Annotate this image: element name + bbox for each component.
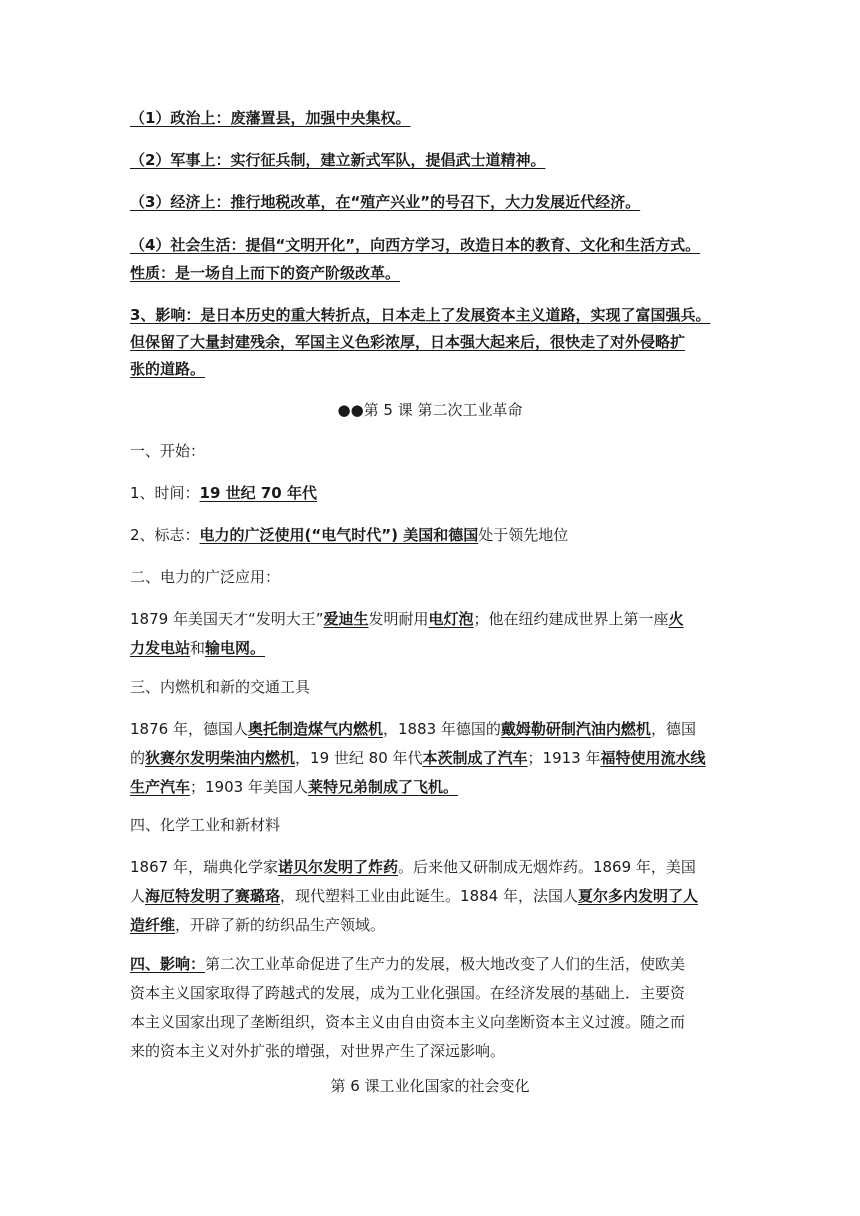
start-mark xyxy=(130,521,730,550)
reform-political: （1）政治上：废藩置县，加强中央集权。 xyxy=(130,109,411,127)
impact-paragraph xyxy=(130,950,730,1066)
text-run: 的 xyxy=(130,749,146,767)
text-run: 1867 年，瑞典化学家 xyxy=(130,858,278,876)
text-run: 本主义国家出现了垄断组织，资本主义由自由资本主义向垄断资本主义过渡。随之而 xyxy=(130,1013,686,1031)
reform-impact-line-3: 张的道路。 xyxy=(130,360,206,378)
text-run: ；1903 年美国人 xyxy=(190,778,308,796)
hyatt-celluloid: 海厄特发明了赛璐珞 xyxy=(145,887,281,905)
power-station-start: 火 xyxy=(668,610,684,628)
text-run: ，德国 xyxy=(650,720,696,738)
engine-paragraph xyxy=(130,715,730,802)
chardonnet-fiber-cont: 造纤维 xyxy=(130,916,176,934)
chemistry-paragraph xyxy=(130,853,730,940)
text-run: ，现代塑料工业由此诞生。1884 年，法国人 xyxy=(280,887,578,905)
text-run: ，1883 年德国的 xyxy=(382,720,501,738)
text-run: 。后来他又研制成无烟炸药。1869 年，美国 xyxy=(397,858,696,876)
section-start-heading: 一、开始： xyxy=(130,442,206,460)
power-station: 力发电站 xyxy=(130,639,191,657)
text-run: ，开辟了新的纺织品生产领域。 xyxy=(175,916,386,934)
power-grid: 输电网。 xyxy=(205,639,266,657)
text-run: 发明耐用 xyxy=(368,610,429,628)
electricity-paragraph xyxy=(130,605,730,663)
otto-engine: 奥托制造煤气内燃机 xyxy=(247,720,383,738)
start-mark-value: 电力的广泛使用(“电气时代”) 美国和德国 xyxy=(199,526,479,544)
impact-label: 四、影响： xyxy=(130,955,206,973)
daimler-engine: 戴姆勒研制汽油内燃机 xyxy=(500,720,651,738)
wright-brothers: 莱特兄弟制成了飞机。 xyxy=(307,778,458,796)
start-time xyxy=(130,479,730,508)
text-run: 人 xyxy=(130,887,146,905)
section-chemistry-heading: 四、化学工业和新材料 xyxy=(130,816,281,834)
text-run: ；1913 年 xyxy=(527,749,601,767)
reform-nature: 性质：是一场自上而下的资产阶级改革。 xyxy=(130,264,401,282)
edison: 爱迪生 xyxy=(323,610,369,628)
start-mark-tail: 处于领先地位 xyxy=(478,526,569,544)
start-mark-label: 2、标志： xyxy=(130,526,200,544)
reform-social: （4）社会生活：提倡“文明开化”，向西方学习，改造日本的教育、文化和生活方式。 xyxy=(130,236,701,254)
text-run: 1876 年，德国人 xyxy=(130,720,248,738)
text-run: ，19 世纪 80 年代 xyxy=(295,749,423,767)
start-time-label: 1、时间： xyxy=(130,484,200,502)
start-time-value: 19 世纪 70 年代 xyxy=(199,484,317,502)
lesson-6-title: 第 6 课工业化国家的社会变化 xyxy=(330,1077,530,1095)
nobel-explosive: 诺贝尔发明了炸药 xyxy=(277,858,398,876)
reform-economic: （3）经济上：推行地税改革，在“殖产兴业”的号召下，大力发展近代经济。 xyxy=(130,193,641,211)
diesel-engine: 狄赛尔发明柴油内燃机 xyxy=(145,749,296,767)
reform-military: （2）军事上：实行征兵制，建立新式军队，提倡武士道精神。 xyxy=(130,151,546,169)
text-run: 第二次工业革命促进了生产力的发展，极大地改变了人们的生活，使欧美 xyxy=(205,955,686,973)
section-engine-heading: 三、内燃机和新的交通工具 xyxy=(130,678,311,696)
ford-assembly-line: 福特使用流水线 xyxy=(600,749,706,767)
text-run: 资本主义国家取得了跨越式的发展，成为工业化强国。在经济发展的基础上．主要资 xyxy=(130,984,686,1002)
ford-assembly-line-cont: 生产汽车 xyxy=(130,778,191,796)
section-electricity-heading: 二、电力的广泛应用： xyxy=(130,568,281,586)
reform-impact-line-2: 但保留了大量封建残余，军国主义色彩浓厚，日本强大起来后，很快走了对外侵略扩 xyxy=(130,333,686,351)
chardonnet-fiber: 夏尔多内发明了人 xyxy=(577,887,698,905)
reform-impact-line-1: 3、影响：是日本历史的重大转折点，日本走上了发展资本主义道路，实现了富国强兵。 xyxy=(130,306,711,324)
text-run: 和 xyxy=(190,639,206,657)
lesson-5-title: ●●第 5 课 第二次工业革命 xyxy=(337,401,523,419)
text-run: 来的资本主义对外扩张的增强，对世界产生了深远影响。 xyxy=(130,1042,506,1060)
text-run: 1879 年美国天才“发明大王” xyxy=(130,610,324,628)
light-bulb: 电灯泡 xyxy=(428,610,474,628)
benz-car: 本茨制成了汽车 xyxy=(422,749,528,767)
text-run: ；他在纽约建成世界上第一座 xyxy=(473,610,669,628)
